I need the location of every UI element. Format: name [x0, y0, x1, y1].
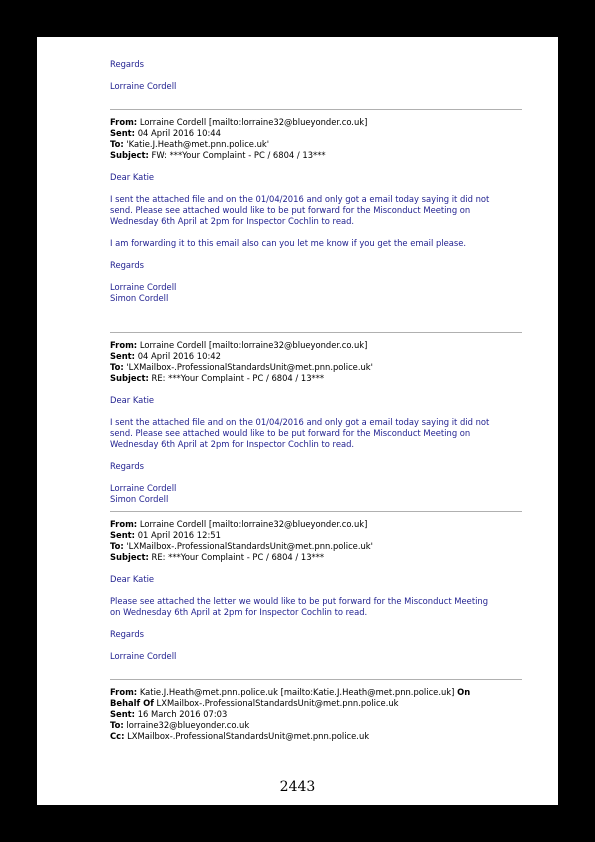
to-value: 'Katie.J.Heath@met.pnn.police.uk': [126, 139, 270, 149]
sent-value: 01 April 2016 12:51: [137, 530, 221, 540]
regards-text: Regards: [110, 59, 145, 69]
signature-name: Lorraine Cordell: [110, 651, 177, 661]
sent-label: Sent:: [110, 530, 136, 540]
subject-value: RE: ***Your Complaint - PC / 6804 / 13***: [151, 552, 325, 562]
cc-value: LXMailbox-.ProfessionalStandardsUnit@met.pnn.police.uk: [127, 731, 370, 741]
from-label: From:: [110, 519, 138, 529]
subject-label: Subject:: [110, 150, 149, 160]
sent-value: 16 March 2016 07:03: [137, 709, 228, 719]
document-page: [37, 37, 558, 805]
to-label: To:: [110, 139, 124, 149]
signature-name: Lorraine Cordell: [110, 81, 177, 91]
sent-value: 04 April 2016 10:44: [137, 128, 221, 138]
cc-label: Cc:: [110, 731, 125, 741]
email-body: [110, 574, 522, 662]
from-label: From:: [110, 340, 138, 350]
greeting: Dear Katie: [110, 574, 155, 584]
greeting: Dear Katie: [110, 395, 155, 405]
body-line: send. Please see attached would like to be put forward for the Misconduct Meeting on: [110, 205, 471, 215]
email-header: [110, 117, 522, 161]
on-behalf-label: Behalf Of: [110, 698, 154, 708]
from-value: Lorraine Cordell [mailto:lorraine32@blueyonder.co.uk]: [139, 340, 368, 350]
to-value: lorraine32@blueyonder.co.uk: [126, 720, 250, 730]
page-number: 2443: [279, 779, 316, 795]
regards-text: Regards: [110, 260, 145, 270]
email-header: [110, 340, 522, 384]
regards-text: Regards: [110, 629, 145, 639]
from-value: Lorraine Cordell [mailto:lorraine32@blueyonder.co.uk]: [139, 117, 368, 127]
body-line: Wednesday 6th April at 2pm for Inspector Cochlin to read.: [110, 439, 355, 449]
email-header: [110, 687, 522, 742]
greeting: Dear Katie: [110, 172, 155, 182]
regards-text: Regards: [110, 461, 145, 471]
from-label: From:: [110, 117, 138, 127]
signature-name: Simon Cordell: [110, 494, 169, 504]
body-line: Please see attached the letter we would like to be put forward for the Misconduct Meeting: [110, 596, 489, 606]
on-behalf-value: LXMailbox-.ProfessionalStandardsUnit@met.pnn.police.uk: [156, 698, 399, 708]
subject-label: Subject:: [110, 373, 149, 383]
body-line: I am forwarding it to this email also can you let me know if you get the email please.: [110, 238, 467, 248]
body-line: Wednesday 6th April at 2pm for Inspector Cochlin to read.: [110, 216, 355, 226]
subject-value: RE: ***Your Complaint - PC / 6804 / 13***: [151, 373, 325, 383]
to-label: To:: [110, 720, 124, 730]
body-line: I sent the attached file and on the 01/04/2016 and only got a email today saying it did not: [110, 417, 490, 427]
email-thread: [110, 59, 522, 742]
subject-label: Subject:: [110, 552, 149, 562]
to-label: To:: [110, 541, 124, 551]
email-body: [110, 172, 522, 304]
signature-name: Lorraine Cordell: [110, 282, 177, 292]
email-body: [110, 395, 522, 505]
to-value: 'LXMailbox-.ProfessionalStandardsUnit@met.pnn.police.uk': [126, 541, 373, 551]
to-value: 'LXMailbox-.ProfessionalStandardsUnit@met.pnn.police.uk': [126, 362, 373, 372]
sent-label: Sent:: [110, 709, 136, 719]
from-label: From:: [110, 687, 138, 697]
sent-label: Sent:: [110, 351, 136, 361]
body-line: on Wednesday 6th April at 2pm for Inspector Cochlin to read.: [110, 607, 368, 617]
signature-name: Lorraine Cordell: [110, 483, 177, 493]
body-line: I sent the attached file and on the 01/04/2016 and only got a email today saying it did not: [110, 194, 490, 204]
signature-name: Simon Cordell: [110, 293, 169, 303]
email-header: [110, 519, 522, 563]
to-label: To:: [110, 362, 124, 372]
sent-label: Sent:: [110, 128, 136, 138]
from-value: Lorraine Cordell [mailto:lorraine32@blueyonder.co.uk]: [139, 519, 368, 529]
from-value: Katie.J.Heath@met.pnn.police.uk [mailto:Katie.J.Heath@met.pnn.police.uk]: [139, 687, 455, 697]
subject-value: FW: ***Your Complaint - PC / 6804 / 13***: [151, 150, 326, 160]
on-behalf-label: On: [457, 687, 471, 697]
body-line: send. Please see attached would like to be put forward for the Misconduct Meeting on: [110, 428, 471, 438]
sent-value: 04 April 2016 10:42: [137, 351, 221, 361]
